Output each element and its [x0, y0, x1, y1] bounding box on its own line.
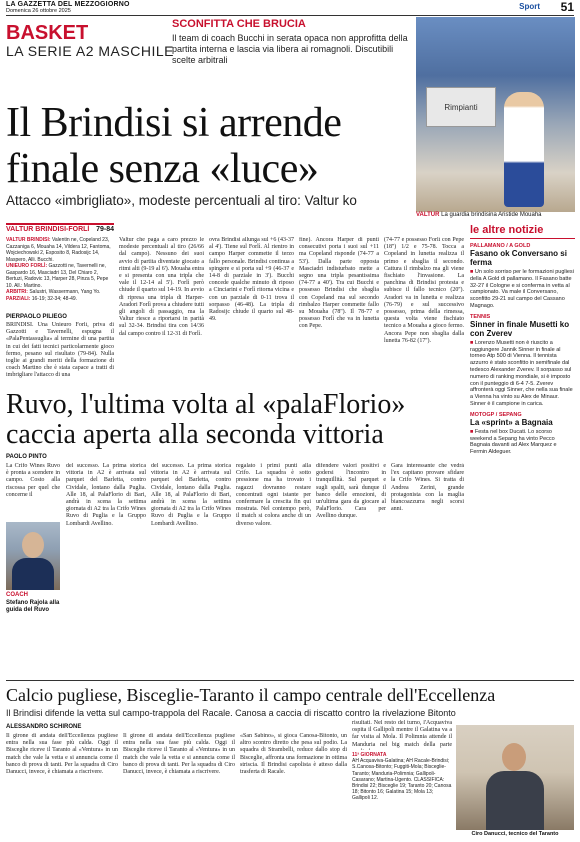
second-column-4: difendere valori positivi e godersi l'incontro in tranquillità. Sul parquet e sugli spalti, sarà dunque il banco delle emozioni, di un'ultima gara da giocare al PalaFlorio. Cara per Avellino dunque. — [316, 463, 386, 520]
masthead — [6, 0, 574, 16]
danucci-photo-caption: Ciro Danucci, tecnico del Taranto — [471, 831, 559, 837]
other-news-sidebar — [470, 224, 575, 456]
news-item — [470, 314, 575, 408]
news-item — [470, 243, 575, 310]
results-box — [352, 752, 452, 802]
third-author: ALESSANDRO SCHIRONE — [6, 724, 82, 730]
second-column-5: Gara interessante che vedrà l'ex capitano provare sfidare la Crifo Wines. Si tratta di Andrea Zerini, grande protagonista con la maglia biancoazzurra negli scorsi anni. — [391, 463, 464, 513]
coach-photo — [6, 522, 60, 590]
second-headline-line1: Ruvo, l'ultima volta al «palaFlorio» — [6, 389, 406, 420]
section-subtitle: LA SERIE A2 MASCHILE — [6, 43, 174, 59]
lead-kicker-title: SCONFITTA CHE BRUCIA — [172, 18, 306, 30]
lead-kicker-text: Il team di coach Bucchi in serata opaca non approfitta della partita interna e lascia via libera ai romagnoli. Discutibili scelte arbitrali — [172, 33, 408, 65]
lineup-parziali: PARZIALI: 16-19; 32-34; 48-49. — [6, 295, 78, 302]
caption-text: La guardia brindisina Aristide Mouaha — [441, 212, 542, 218]
player-figure — [504, 92, 544, 207]
third-column-2: «San Sabino», si gioca Canosa-Bitonto, un altro scontro diretto che pesa sul podio. La squadra di Strambelli, reduce dallo stop di Bisceglie, affronta una formazione in ottima striscia. Il Brindisi capolista è atteso dalla trasferta di Racale. — [240, 733, 347, 776]
news-headline: Fasano ok Conversano si ferma — [470, 249, 567, 267]
scorebox — [6, 223, 114, 233]
lead-headline — [6, 100, 341, 192]
second-column-2b: del successo. La prima storica vittoria in A2 è arrivata sul parquet del Barletta, contro Cividale, lontano dalla Puglia. Alle 18, al PalaFlorio di Bari, andrà in scena la settima giornata di A2 tra la Crifo Wines Ruvo di Puglia e la Gruppo Lombardi Avellino. — [151, 463, 231, 527]
news-body: ■ Lorenzo Musetti non è riuscito a raggiungere Jannik Sinner in finale al torneo Atp 500 di Vienna. Il tennista azzurro è stato sconfitto in semifinale dal tedesco Alexander Zverev. Il sorpasso sul numero di ranking mondiale, si è imposto con il punteggio di 6-4 7-5. Zverev affronterà oggi Sinner, che nella sua finale a Vienna ha vinto su Alex de Minaur. Sinner è il campione in carica. — [470, 339, 573, 407]
news-category: TENNIS — [470, 313, 491, 320]
second-column-1: La Crifo Wines Ruvo è pronta a scendere in campo. Costo alla riscossa per quel che concerne il — [6, 463, 60, 498]
page-number: 51 — [560, 0, 574, 14]
news-headline: La «sprint» a Bagnaia — [470, 417, 553, 427]
results-title: 11ª GIORNATA — [352, 752, 387, 758]
lead-column-1: BRINDISI. Una Unieuro Forlì, priva di Gazzotti e Tavernelli, espugna il «PalaPentassuglia» al termine di una partita in cui dei fatti tecnici particolarmente gioco fermo, pesano sul risultato (79-84). Nulla toglie ai grandi meriti della formazione di coach Martino che è stata capace a tratti di imbrigliare l'attacco di una — [6, 322, 114, 379]
third-column-1b: Il girone di andata dell'Eccellenza pugliese entra nella sua fase più calda. Oggi il Bisceglie riceve il Taranto al «Ventura» in un match che vale la vetta e si annuncia come il banco di prova di tanti. Per la squadra di Ciro Danucci, invece, è chiamata a riscrivere. — [123, 733, 235, 776]
lead-photo-caption — [416, 212, 575, 218]
second-column-3: regalato i primi punti alla Crifo. La squadra è sotto pressione ma ha trovato i ragazzi dovranno restare concentrati ogni istante per confermare la crescita fin qui mostrata. Nel contempo però, il match si colora anche di un diverso valore. — [236, 463, 311, 527]
danucci-photo — [456, 725, 574, 830]
second-headline — [6, 390, 466, 450]
sport-section-label: Sport — [519, 2, 540, 11]
news-item — [470, 412, 575, 456]
second-headline-line2: caccia aperta alla seconda vittoria — [6, 419, 384, 450]
score-label: VALTUR BRINDISI-FORLÌ — [6, 226, 90, 233]
lineup-valtur: VALTUR BRINDISI: Valentin ne, Copeland 23, Cazzaniga 6, Mouaha 14, Vildera 12, Fantoma, Wojciechowski 2, Esposito 8, Radosijc 14, Maspero, Alli. Bucchi. — [6, 237, 111, 263]
lead-deck: Attacco «imbrigliato», modeste percentuali al tiro: Valtur ko — [6, 193, 357, 208]
lead-photo — [416, 17, 575, 212]
lead-column-3: ovra Brindisi allunga sul +6 (43-37 al 4'). Tiene sul Forlì. Al rientro in campo Harper commette il terzo fallo personale. Brindisi continua a spingere e si porta sul +9 (46-37 e 14-8 di parziale in 3'). Bucchi concede qualche minuto di riposo a Cinciarini e Forlì ritorna vicina e con un parziale di 0-11 trova il sorpasso (46-48). La tripla di Radosijc chiude il quarto sul 48-49. — [209, 237, 294, 323]
caption-label: VALTUR — [416, 212, 440, 218]
section-title: BASKET — [6, 22, 89, 44]
third-deck: Il Brindisi difende la vetta sul campo-trappola del Racale. Canosa a caccia di riscatto contro la rivelazione Bitonto — [6, 708, 456, 718]
photo-billboard: Rimpianti — [426, 87, 496, 127]
lead-column-4: fine). Ancora Harper di punti consecutivi porta i suoi sul +11 ma Copeland risponde (74-77 a 53'). Dalla parte opposta Masciadri indisturbato mette a segno una tripla pesantissima (74-77 a 40'). Tra cui Bucchi e possesso Brindisi che sbaglia con Copeland ma sul secondo rimbalzo Harper commette fallo su Mouaha (78''). Il 78-77 e possesso Forlì che va in lunetta con Pepe. — [299, 237, 379, 330]
news-category: PALLAMANO / A GOLD — [470, 243, 531, 249]
second-author: PAOLO PINTO — [6, 454, 47, 460]
lineup-arbitri: ARBITRI: Salustri, Wassermann, Yang Yo. — [6, 289, 101, 295]
issue-date: Domenica 26 ottobre 2025 — [6, 8, 71, 14]
lead-headline-line1: Il Brindisi si arrende — [6, 100, 342, 146]
news-headline: Sinner in finale Musetti ko con Zverev — [470, 319, 570, 338]
newspaper-title: LA GAZZETTA DEL MEZZOGIORNO — [6, 1, 130, 8]
lineup-forli: UNIEURO FORLÌ: Gazzotti ne, Tavernelli ne, Gaspardo 16, Masciadri 13, Del Chiaro 2, Bertuzi, Radovic 13, Harper 28, Pinza 5, Pepe 10. All.: Martino. — [6, 263, 109, 289]
news-body: ■ Festa nel box Ducati. Lo scorso weekend a Sepang ha vinto Pecco Bagnaia davanti ad Alex Marquez e Fermin Aldeguer. — [470, 428, 557, 456]
lead-column-2: Valtur che paga a caro prezzo le modeste percentuali al tiro (26/66 dal campo). Nessuno dei suoi avvio di partita diventate giocato a ritmi alti (9-19 al 6'). Mouaha entra e si presenta con una tripla che vale il 12-14 al 5'). Forlì però chiude il quarto sul 14-19. In avvio di ripresa una tripla di Harper-Aradori Forlì prova a chiudere tutti gli angoli di passaggio, ma la Valtur riesce a riportarsi in parità sul 32-34. Brindisi tira con 14/36 dal campo contro il 12-31 di Forlì. — [119, 237, 204, 337]
third-headline: Calcio pugliese, Bisceglie-Taranto il campo centrale dell'Eccellenza — [6, 685, 496, 705]
coach-photo-caption: COACH Stefano Rajola alla guida del Ruvo — [6, 592, 60, 613]
news-body: ■ Un solo sorriso per le formazioni pugliesi della A Gold di pallamano. Il Fasano batte 32-27 il Cologne e si conferma in vetta al campionato. Va male il Conversano, sconfitto 29-21 sul campo del Cassano Magnago. — [470, 269, 574, 309]
lead-headline-line2: finale senza «luce» — [6, 146, 319, 192]
sidebar-title: le altre notizie — [470, 224, 575, 239]
second-column-2: del successo. La prima storica vittoria in A2 è arrivata sul parquet del Barletta, contro Cividale, lontano dalla Puglia. Alle 18, al PalaFlorio di Bari, andrà in scena la settima giornata di A2 tra la Crifo Wines Ruvo di Puglia e la Gruppo Lombardi Avellino. — [66, 463, 146, 527]
third-column-3: risultati. Nel resto del turno, l'Acquaviva ospita il Gallipoli mentre il Galatina va a far visita al Mola. Il Polimnia attende il Manduria nel big match della parte — [352, 720, 452, 748]
lead-column-5: (74-77 e possesso Forlì con Pepe (18'') 1/2 e 75-78. Tocca a Copeland in lunetta realizza il primo e sbaglia il secondo. Cattura il rimbalzo ma gli viene fischiato l'invasione. La panchina di Brindisi protesta e subisce il fallo tecnico (20''). Aradori va in lunetta e realizza (76-79) e sul successivo possesso, prima della rimessa, questa volta viene fischiato tecnico a Mouaha a gioco fermo. Ancora Pepe non sbaglia dalla lunetta 76-82 (17''). — [384, 237, 464, 344]
third-column-1: Il girone di andata dell'Eccellenza pugliese entra nella sua fase più calda. Oggi il Bisceglie riceve il Taranto al «Ventura» in un match che vale la vetta e si annuncia come il banco di prova di tanti. Per la squadra di Ciro Danucci, invece, è chiamata a riscrivere. — [6, 733, 118, 776]
results-text: AH Acquaviva-Galatina; AH Racale-Brindisi; S.Canosa-Bitonto; Fuggiti-Mola; Bisceglie-Taranto; Manduria-Polimnia; Gallipoli-Casarano; Martina-Ugento. CLASSIFICA: Brindisi 22; Bisceglie 19; Taranto 20; Canosa 18; Bitonto 16; Galatina 15; Mola 13; Gallipoli 12. — [352, 758, 452, 802]
final-score: 79-84 — [96, 226, 114, 233]
news-category: MOTOGP / SEPANG — [470, 411, 522, 418]
lead-byline: PIERPAOLO PILIEGO — [6, 314, 67, 320]
section-divider — [6, 680, 574, 681]
lineups — [6, 237, 114, 302]
